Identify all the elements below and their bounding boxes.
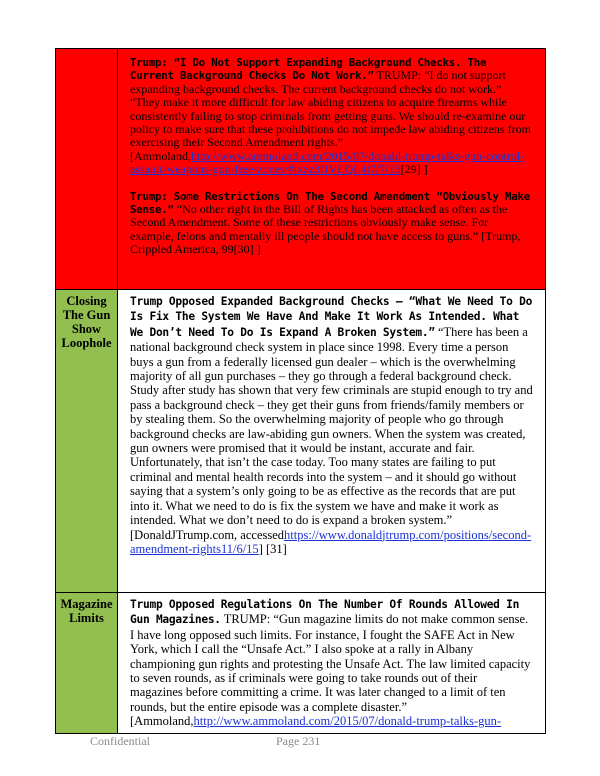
paragraph bbox=[130, 294, 533, 556]
row-label bbox=[56, 49, 118, 290]
paragraph-body: TRUMP: “Gun magazine limits do not make common sense. I have long opposed such limits. For instance, I fought the SAFE Act in New York, which I call the “Unsafe Act.” I also spoke at a rally in Albany championing gun rights and protesting the Unsafe Act. The law limited capacity to seven rounds, as if criminals were going to take rounds out of their magazines before committing a crime. It was later changed to a limit of ten rounds, but the entire episode was a complete disaster.” [Ammoland, bbox=[130, 612, 531, 729]
source-link[interactable]: https://www.donaldjtrump.com/positions/second-amendment-rights11/6/15 bbox=[130, 527, 532, 556]
row-label: Closing The Gun Show Loophole bbox=[56, 290, 118, 593]
paragraph-heading: Trump: “I Do Not Support Expanding Background Checks. The Current Background Checks Do Not Work.” bbox=[130, 56, 487, 83]
row-content bbox=[118, 49, 546, 290]
footer-confidential: Confidential bbox=[90, 734, 150, 748]
paragraph-body: TRUMP: “I do not support expanding background checks. The current background checks do not work.” “They make it more difficult for law abiding citizens to acquire firearms while consistently failing to stop criminals from getting guns. We should re-examine our policy to make sure that these prohibitions do not impede law abiding citizens from exercising their Second Amendment rights.” [Ammoland, bbox=[130, 68, 531, 163]
paragraph bbox=[130, 56, 533, 177]
footer-page-number: Page 231 bbox=[276, 734, 321, 748]
paragraph-heading: Trump Opposed Regulations On The Number Of Rounds Allowed In Gun Magazines. bbox=[130, 598, 520, 627]
paragraph-heading: Trump Opposed Expanded Background Checks — “What We Need To Do Is Fix The System We Have And Make It Work As Intended. What We Don’t Need To Do Is Expand A Broken System.” bbox=[130, 295, 533, 339]
row-label: Magazine Limits bbox=[56, 593, 118, 734]
row-content bbox=[118, 593, 546, 734]
paragraph-body: “No other right in the Bill of Rights has been attacked as often as the Second Amendment. Some of these restrictions obviously make sense. For example, felons and mentally ill people should not have access to guns.” [Trump, Crippled America, 99[30] ] bbox=[130, 202, 521, 257]
row-content bbox=[118, 290, 546, 593]
paragraph bbox=[130, 597, 533, 729]
citation: [29] ] bbox=[400, 162, 428, 177]
source-link[interactable]: http://www.ammoland.com/2015/07/donald-trump-talks-gun-control-assault-weapons-gun-free-zones/#ixzz3fJVLQL4t7/7/15 bbox=[130, 148, 525, 177]
paragraph bbox=[130, 190, 533, 257]
table-row bbox=[56, 49, 546, 290]
table-row bbox=[56, 593, 546, 734]
source-link[interactable]: http://www.ammoland.com/2015/07/donald-trump-talks-gun- bbox=[193, 714, 502, 729]
paragraph-body: “There has been a national background check system in place since 1998. Every time a person buys a gun from a federally licensed gun dealer – which is the overwhelming majority of all gun purchases – they go through a federal background check. Study after study has shown that very few criminals are stupid enough to try and pass a background check – they get their guns from friends/family members or by stealing them. So the overwhelming majority of people who go through background checks are law-abiding gun owners. When the system was created, gun owners were promised that it would be instant, accurate and fair. Unfortunately, that isn’t the case today. Too many states are failing to put criminal and mental health records into the system – and it should go without saying that a system’s only going to be as effective as the records that are put into it. What we need to do is fix the system we have and make it work as intended. What we don’t need to do is expand a broken system.” [DonaldJTrump.com, accessed bbox=[130, 324, 533, 542]
citation: ] [31] bbox=[258, 541, 287, 556]
table-row bbox=[56, 290, 546, 593]
paragraph-heading: Trump: Some Restrictions On The Second Amendment “Obviously Make Sense.” bbox=[130, 189, 531, 217]
research-table bbox=[55, 48, 546, 734]
